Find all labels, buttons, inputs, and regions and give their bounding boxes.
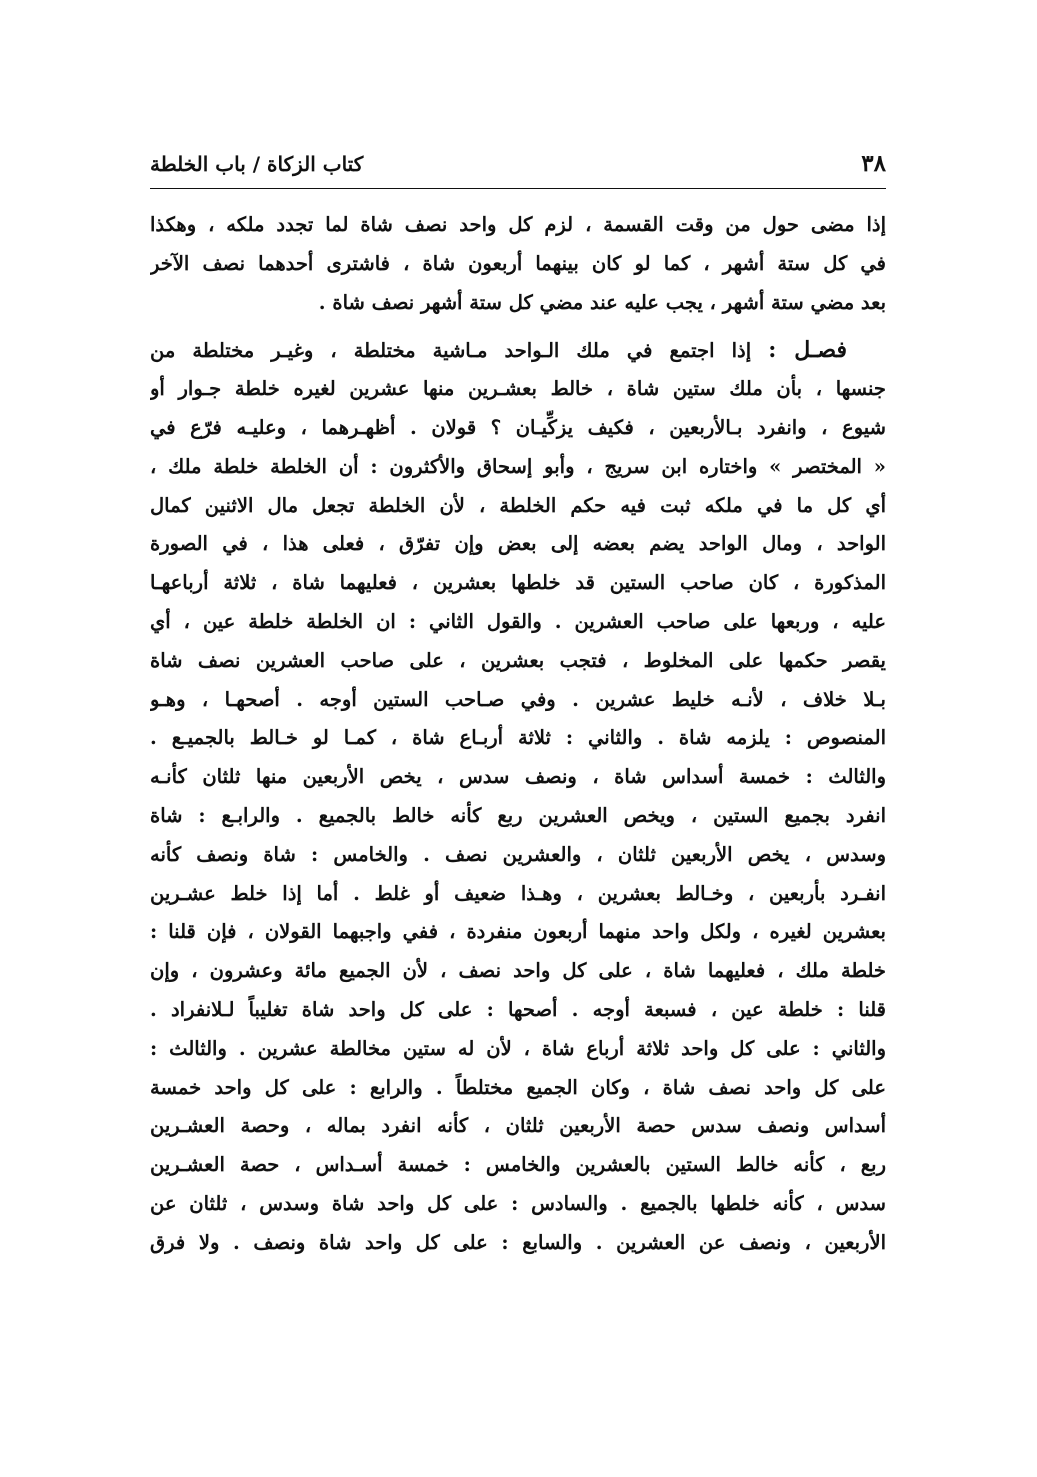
- header-rule: [150, 188, 886, 189]
- text-line: بعد مضي ستة أشهر ، يجب عليه عند مضي كل ستة أشهر نصف شاة .: [318, 290, 886, 314]
- text-line: « المختصر » واختاره ابن سريج ، وأبو إسحاق والأكثرون : أن الخلطة خلطة ملك ،: [150, 454, 886, 478]
- paragraph-2: [150, 331, 886, 1262]
- paragraph-1: [150, 206, 886, 322]
- text-line: بـلا خلاف ، لأنـه خليط عشرين . وفي صـاحب الستين أوجه . أصحهـا ، وهـو: [150, 687, 886, 711]
- text-line: أسداس ونصف سدس حصة الأربعين ثلثان ، كأنه انفرد بماله ، وحصة العشـرين: [150, 1114, 886, 1138]
- text-line: ربع ، كأنه خالط الستين بالعشرين والخامس : خمسة أسـداس ، حصة العشـرين: [150, 1153, 886, 1177]
- text-line: خلطة ملك ، فعليهما شاة ، على كل واحد نصف ، لأن الجميع مائة وعشرون ، وإن: [150, 959, 886, 983]
- text-line: إذا مضى حول من وقت القسمة ، لزم كل واحد نصف شاة لما تجدد ملكه ، وهكذا: [150, 213, 886, 236]
- text-line: قلنا : خلطة عين ، فسبعة أوجه . أصحها : على كل واحد شاة تغليباً لـلانفراد .: [150, 997, 886, 1021]
- text-line: المنصوص : يلزمه شاة . والثاني : ثلاثة أربـاع شاة ، كمـا لو خـالط بالجميـع .: [150, 726, 886, 750]
- text-line: والثالث : خمسة أسداس شاة ، ونصف سدس ، يخص الأربعين منها ثلثان كأنـه: [150, 765, 886, 789]
- text-line: المذكورة ، كان صاحب الستين قد خلطها بعشرين ، فعليهما شاة ، ثلاثة أرباعهـا: [150, 571, 886, 595]
- text-line: انفـرد بأربعين ، وخـالط بعشرين ، وهـذا ضعيف أو غلط . أما إذا خلط عشـرين: [150, 881, 886, 905]
- text-line-rest: إذا اجتمع في ملك الـواحد مـاشية مختلطة ، وغيـر مختلطة من: [150, 339, 752, 363]
- text-line: على كل واحد نصف شاة ، وكان الجميع مختلطاً . والرابع : على كل واحد خمسة: [150, 1075, 886, 1099]
- text-line: سدس ، كأنه خلطها بالجميع . والسادس : على كل واحد شاة وسدس ، ثلثان عن: [150, 1191, 886, 1215]
- text-line: الأربعين ، ونصف عن العشرين . والسابع : على كل واحد شاة ونصف . ولا فرق: [150, 1230, 886, 1254]
- running-title: كتاب الزكاة / باب الخلطة: [150, 152, 364, 176]
- section-label: فصـل :: [768, 337, 847, 364]
- text-line: الواحد ، ومال الواحد يضم بعضه إلى بعض وإن تفرّق ، فعلى هذا ، في الصورة: [150, 532, 886, 556]
- text-line: جنسها ، بأن ملك ستين شاة ، خالط بعشـرين منها عشرين لغيره خلطة جـوار أو: [150, 377, 886, 401]
- text-line: انفرد بجميع الستين ، ويخص العشرين ربع كأنه خالط بالجميع . والرابـع : شاة: [150, 803, 886, 827]
- text-line: عليه ، وربعها على صاحب العشرين . والقول الثاني : ان الخلطة خلطة عين ، أي: [150, 609, 886, 633]
- text-line: والثاني : على كل واحد ثلاثة أرباع شاة ، لأن له ستين مخالطة عشرين . والثالث :: [150, 1036, 886, 1060]
- text-line: شيوع ، وانفرد بـالأربعين ، فكيف يزكِّيـان ؟ قولان . أظهـرهما ، وعليـه فرّع في: [150, 415, 886, 439]
- text-line: وسدس ، يخص الأربعين ثلثان ، والعشرين نصف . والخامس : شاة ونصف كأنه: [150, 842, 886, 866]
- page-number: ٣٨: [861, 150, 886, 177]
- paragraph-gap: [150, 322, 886, 331]
- text-line: في كل ستة أشهر ، كما لو كان بينهما أربعون شاة ، فاشترى أحدهما نصف الآخر: [150, 251, 886, 275]
- body-text: [150, 206, 886, 1263]
- text-line: بعشرين لغيره ، ولكل واحد منهما أربعون منفردة ، ففي واجبهما القولان ، فإن قلنا :: [150, 920, 886, 944]
- text-line: يقصر حكمها على المخلوط ، فتجب بعشرين ، على صاحب العشرين نصف شاة: [150, 648, 886, 672]
- text-line: أي كل ما في ملكه ثبت فيه حكم الخلطة ، لأن الخلطة تجعل مال الاثنين كمال: [150, 493, 886, 517]
- text-line: [150, 331, 886, 370]
- page-header: [150, 150, 886, 182]
